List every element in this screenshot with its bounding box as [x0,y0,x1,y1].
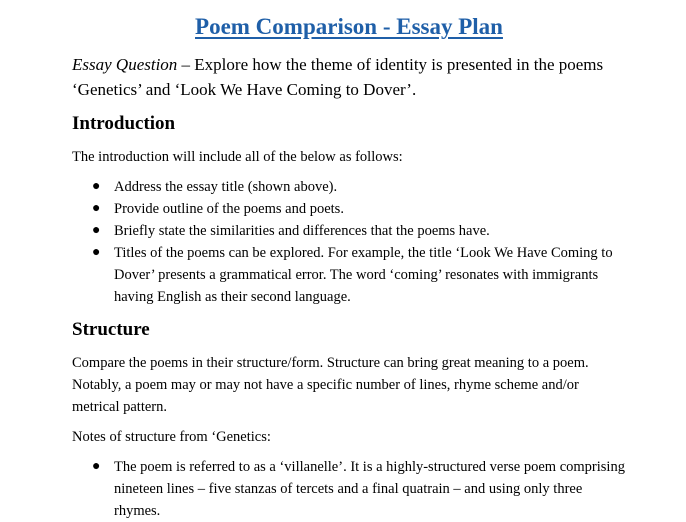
list-item: ● Address the essay title (shown above). [114,176,626,198]
structure-heading: Structure [72,319,150,340]
bullet-icon: ● [92,459,101,474]
essay-question-label: Essay Question [72,55,178,74]
bullet-icon: ● [92,179,101,194]
structure-notes-lead: Notes of structure from ‘Genetics: [72,429,271,445]
list-item: ● Titles of the poems can be explored. For example, the title ‘Look We Have Coming to Dover’ presents a grammatical error. The word ‘coming’ resonates with immigrants having English as their second language. [114,242,626,308]
structure-bullet-list [72,456,626,522]
document-title: Poem Comparison - Essay Plan [195,14,503,39]
bullet-icon: ● [92,245,101,260]
list-item: ● The poem is referred to as a ‘villanelle’. It is a highly-structured verse poem comprising nineteen lines – five stanzas of tercets and a final quatrain – and using only three rhymes. [114,456,626,522]
introduction-heading: Introduction [72,113,176,134]
essay-question-text: – Explore how the theme of identity is presented in the poems ‘Genetics’ and ‘Look We Have Coming to Dover’. [72,55,604,99]
list-item: ● Briefly state the similarities and differences that the poems have. [114,220,626,242]
bullet-icon: ● [92,201,101,216]
introduction-lead: The introduction will include all of the below as follows: [72,149,403,165]
list-item: ● Provide outline of the poems and poets. [114,198,626,220]
introduction-bullet-list [72,176,626,308]
essay-question [72,52,626,102]
bullet-icon: ● [92,223,101,238]
structure-paragraph: Compare the poems in their structure/form. Structure can bring great meaning to a poem. Notably, a poem may or may not have a specific number of lines, rhyme scheme and/or metrical pattern. [72,355,589,415]
